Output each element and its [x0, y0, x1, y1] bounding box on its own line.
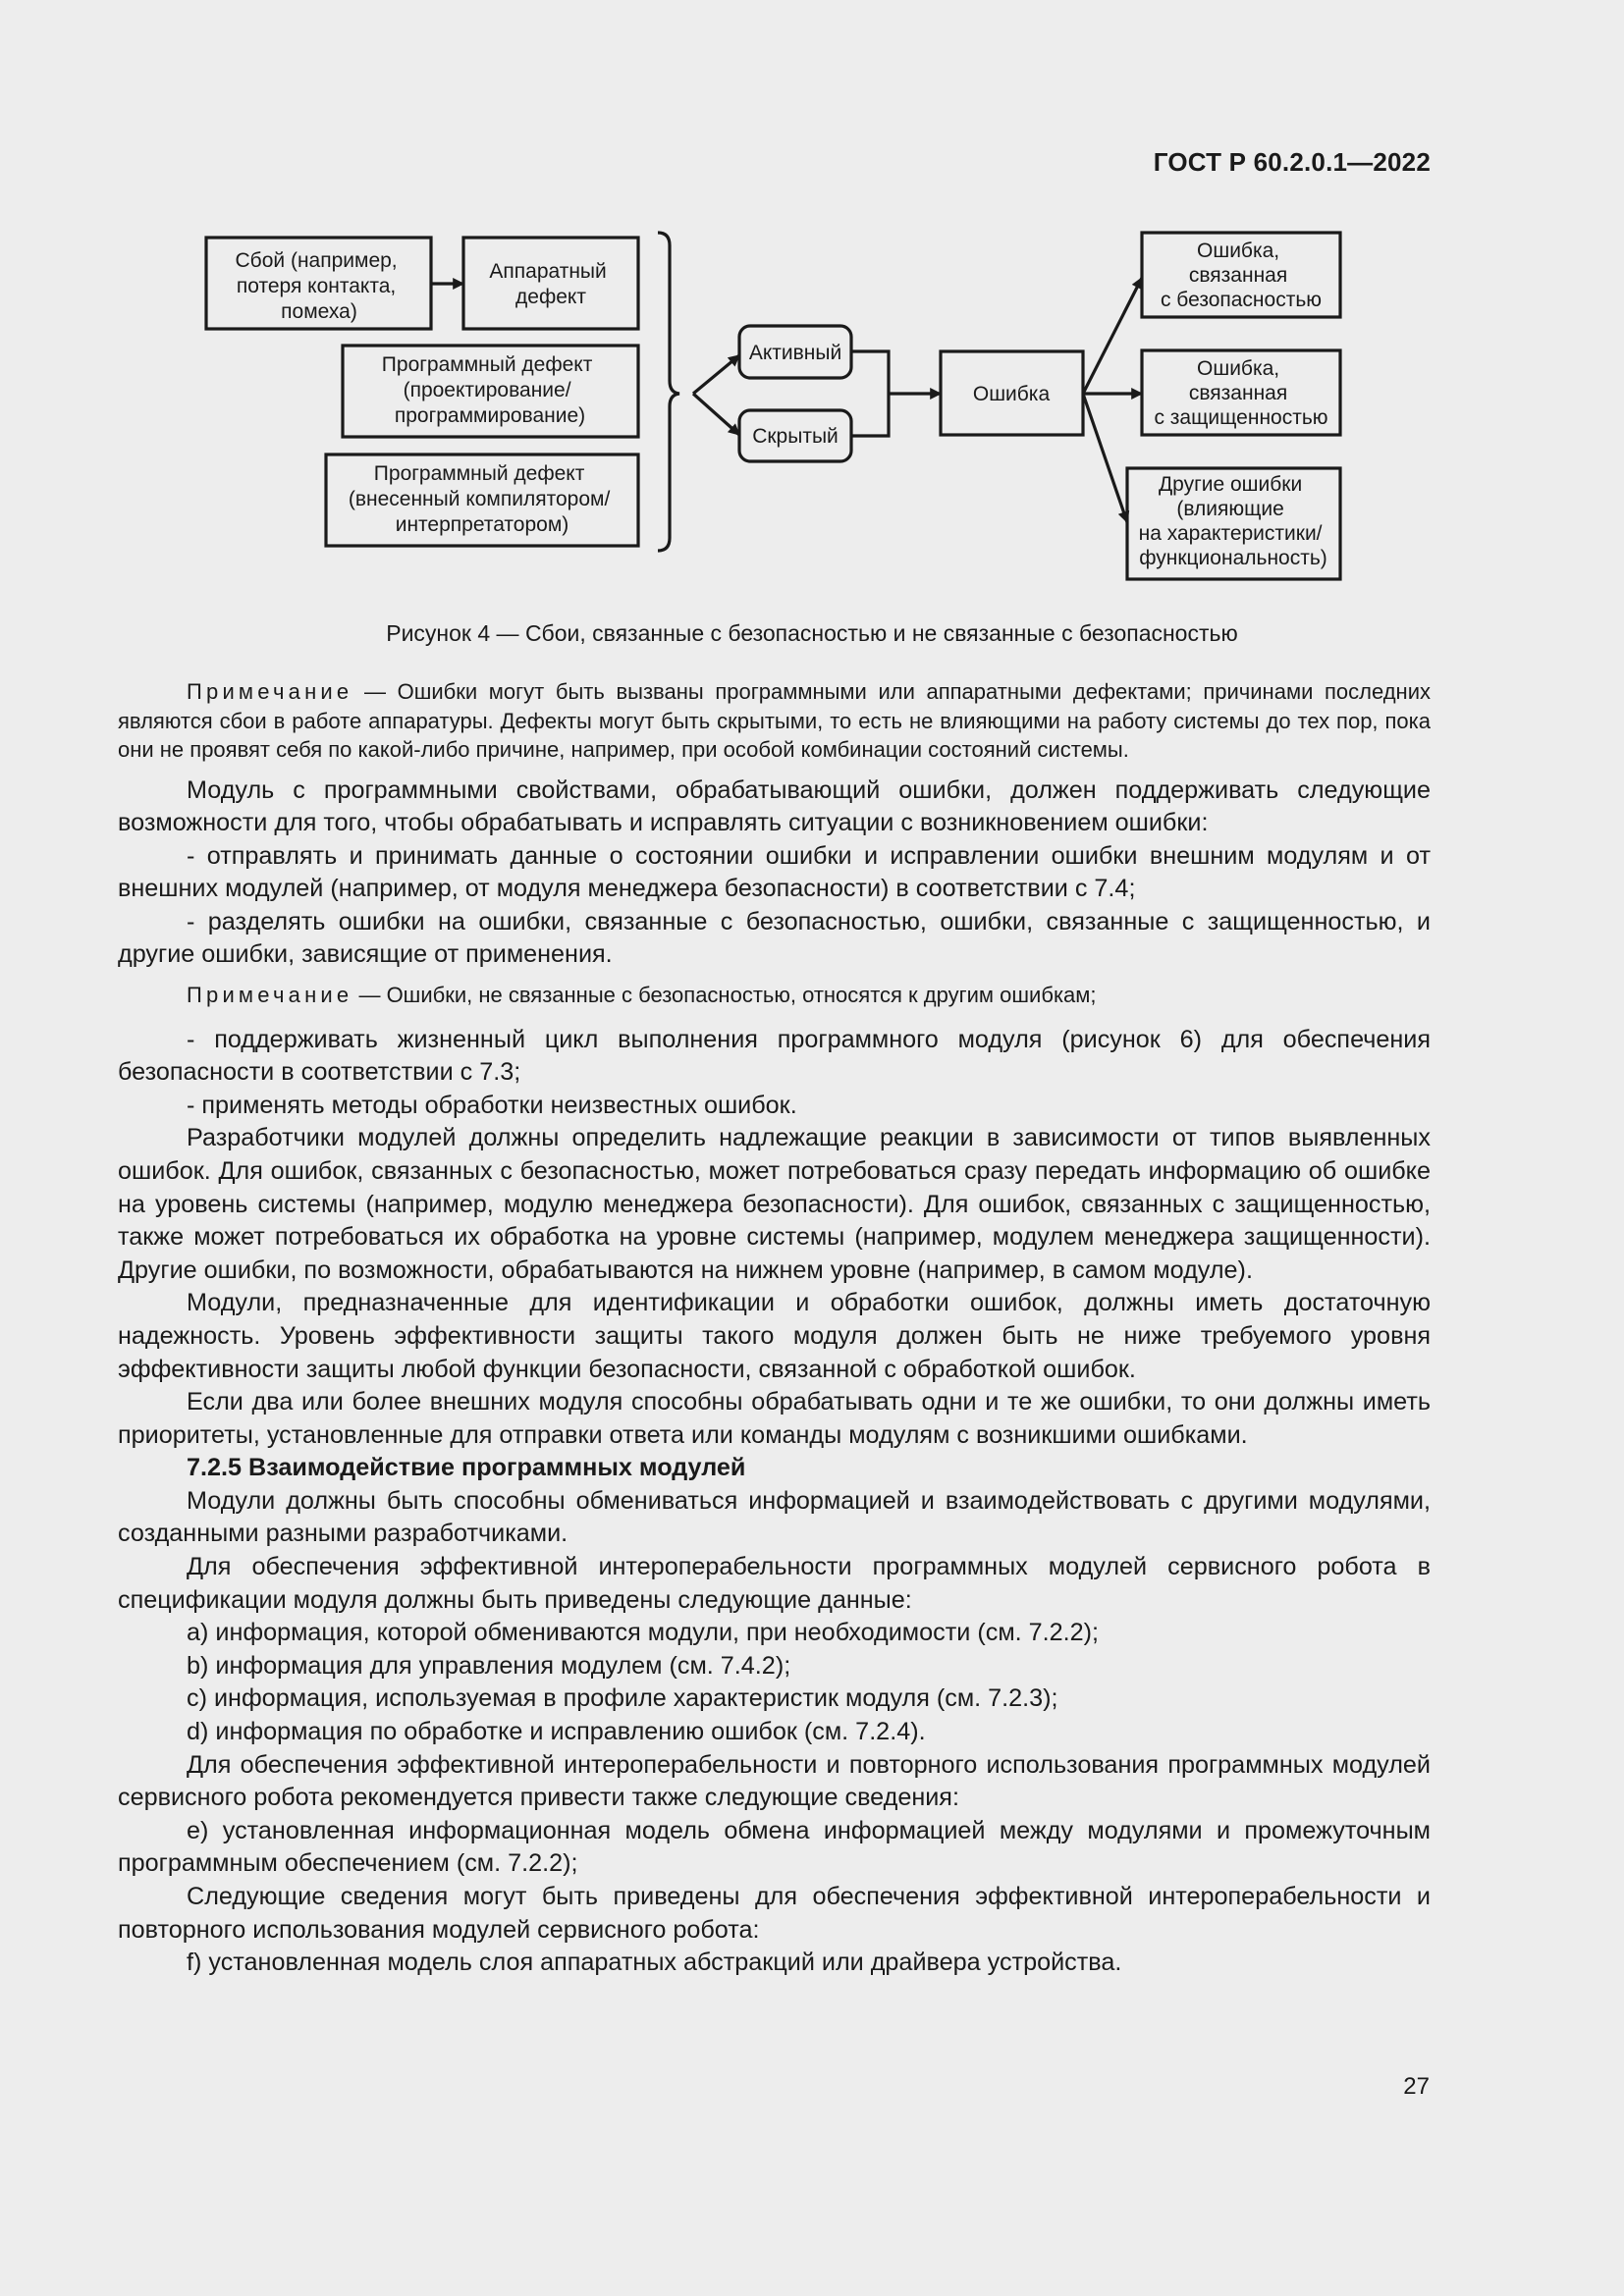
hardware-defect-line-1: Аппаратный — [489, 260, 607, 283]
hardware-defect-line-2: дефект — [515, 286, 586, 308]
list-item: - отправлять и принимать данные о состоянии ошибки и исправлении ошибки внешним модулям и от внешних модулей (например, от модуля менеджера безопасности) в соответствии с 7.4; — [118, 841, 1431, 903]
list-item: a) информация, которой обмениваются модули, при необходимости (см. 7.2.2); — [187, 1619, 1100, 1647]
failure-line-1: Сбой (например, — [235, 249, 398, 272]
error-security-line-2: связанная — [1188, 382, 1288, 404]
svg-text:Сбой (например, потеря кон — [236, 249, 404, 323]
note-1-label: Примечание — [187, 679, 353, 704]
svg-text:Ошибка, связанная с бе — [1161, 240, 1322, 311]
sw-defect-design-line-1: Программный дефект — [381, 353, 593, 376]
note-2-text: — Ошибки, не связанные с безопасностью, относятся к другим ошибкам; — [352, 983, 1097, 1008]
failure-diagram — [0, 0, 1624, 609]
note-1 — [118, 677, 1431, 765]
list-item: - поддерживать жизненный цикл выполнения программного модуля (рисунок 6) для обеспечения безопасности в соответствии с 7.3; — [118, 1025, 1431, 1087]
active-label: Активный — [748, 342, 842, 364]
error-security-line-3: с защищенностью — [1154, 406, 1328, 429]
paragraph: Следующие сведения могут быть приведены для обеспечения эффективной интероперабельности и повторного использования модулей сервисного робота: — [118, 1883, 1431, 1944]
note-2 — [118, 981, 1431, 1010]
error-safety-line-3: с безопасностью — [1160, 289, 1323, 311]
hidden-label: Скрытый — [752, 425, 839, 448]
group-brace — [658, 233, 679, 551]
sw-defect-design-line-3: программирование) — [394, 404, 586, 427]
paragraph: Если два или более внешних модуля способны обрабатывать одни и те же ошибки, то они должны иметь приоритеты, установленные для отправки ответа или команды модулям с возникшими ошибками. — [118, 1388, 1431, 1449]
error-safety-line-2: связанная — [1188, 264, 1288, 287]
hardware-defect-box — [463, 238, 638, 329]
paragraph: Для обеспечения эффективной интероперабельности и повторного использования программных модулей сервисного робота рекомендуется привести также следующие сведения: — [118, 1750, 1431, 1812]
other-errors-line-2: (влияющие — [1176, 498, 1284, 520]
paragraph: Модули должны быть способны обмениваться информацией и взаимодействовать с другими модулями, созданными разными разработчиками. — [118, 1486, 1431, 1548]
other-errors-line-4: функциональность) — [1139, 547, 1327, 569]
svg-text:Программный дефект (проект — [382, 353, 598, 427]
list-item: - разделять ошибки на ошибки, связанные с безопасностью, ошибки, связанные с защищенностью, и другие ошибки, зависящие от применения. — [118, 907, 1431, 969]
other-errors-line-3: на характеристики/ — [1138, 522, 1323, 545]
list-item: e) установленная информационная модель обмена информацией между модулями и промежуточным программным обеспечением (см. 7.2.2); — [118, 1816, 1431, 1878]
paragraph: Модуль с программными свойствами, обрабатывающий ошибки, должен поддерживать следующие возможности для того, чтобы обрабатывать и исправлять ситуации с возникновением ошибки: — [118, 775, 1431, 837]
svg-text:Ошибка, связанная с за — [1154, 357, 1327, 429]
error-label: Ошибка — [972, 383, 1051, 405]
list-item: b) информация для управления модулем (см. 7.4.2); — [187, 1651, 791, 1680]
list-item: - применять методы обработки неизвестных ошибок. — [187, 1091, 797, 1119]
failure-line-3: помеха) — [281, 300, 357, 323]
error-safety-line-1: Ошибка, — [1197, 240, 1280, 262]
note-2-label: Примечание — [187, 983, 353, 1008]
page-number: 27 — [1403, 2073, 1430, 2100]
sw-defect-compiler-line-1: Программный дефект — [373, 462, 585, 485]
list-item: c) информация, используемая в профиле характеристик модуля (см. 7.2.3); — [187, 1684, 1058, 1713]
list-item: f) установленная модель слоя аппаратных абстракций или драйвера устройства. — [187, 1949, 1122, 1977]
svg-text:Аппаратный дефект — [489, 260, 612, 308]
paragraph: Для обеспечения эффективной интероперабельности программных модулей сервисного робота в спецификации модуля должны быть приведены следующие данные: — [118, 1553, 1431, 1614]
svg-text:Программный дефект (внесен — [349, 462, 616, 536]
body-text — [118, 677, 1431, 1980]
section-heading: 7.2.5 Взаимодействие программных модулей — [187, 1454, 746, 1482]
note-1-text: — Ошибки могут быть вызваны программными или аппаратными дефектами; причинами последних являются сбои в работе аппаратуры. Дефекты могут быть скрытыми, то есть не влияющими на работу системы до тех пор, пока они не проявят себя по какой-либо причине, например, при особой комбинации состояний системы. — [118, 679, 1431, 762]
sw-defect-design-line-2: (проектирование/ — [403, 379, 571, 401]
sw-defect-compiler-line-3: интерпретатором) — [395, 513, 569, 536]
list-item: d) информация по обработке и исправлению ошибок (см. 7.2.4). — [187, 1718, 926, 1746]
other-errors-line-1: Другие ошибки — [1158, 473, 1303, 496]
standard-code: ГОСТ Р 60.2.0.1—2022 — [1153, 147, 1431, 177]
sw-defect-compiler-line-2: (внесенный компилятором/ — [348, 488, 611, 510]
failure-line-2: потеря контакта, — [236, 275, 397, 297]
paragraph: Модули, предназначенные для идентификации и обработки ошибок, должны иметь достаточную надежность. Уровень эффективности защиты такого модуля должен быть не ниже требуемого уровня эффективности защиты любой функции безопасности, связанной с обработкой ошибок. — [118, 1289, 1431, 1383]
svg-text:Другие ошибки (влияющие — [1139, 473, 1328, 569]
error-security-line-1: Ошибка, — [1197, 357, 1280, 380]
figure-caption: Рисунок 4 — Сбои, связанные с безопасностью и не связанные с безопасностью — [386, 620, 1238, 646]
paragraph: Разработчики модулей должны определить надлежащие реакции в зависимости от типов выявленных ошибок. Для ошибок, связанных с безопасностью, может потребоваться сразу передать информацию об ошибке на уровень системы (например, модулю менеджера безопасности). Для ошибок, связанных с защищенностью, также может потребоваться их обработка на уровне системы (например, модулем менеджера защищенности). Другие ошибки, по возможности, обрабатываются на нижнем уровне (например, в самом модуле). — [118, 1124, 1431, 1284]
